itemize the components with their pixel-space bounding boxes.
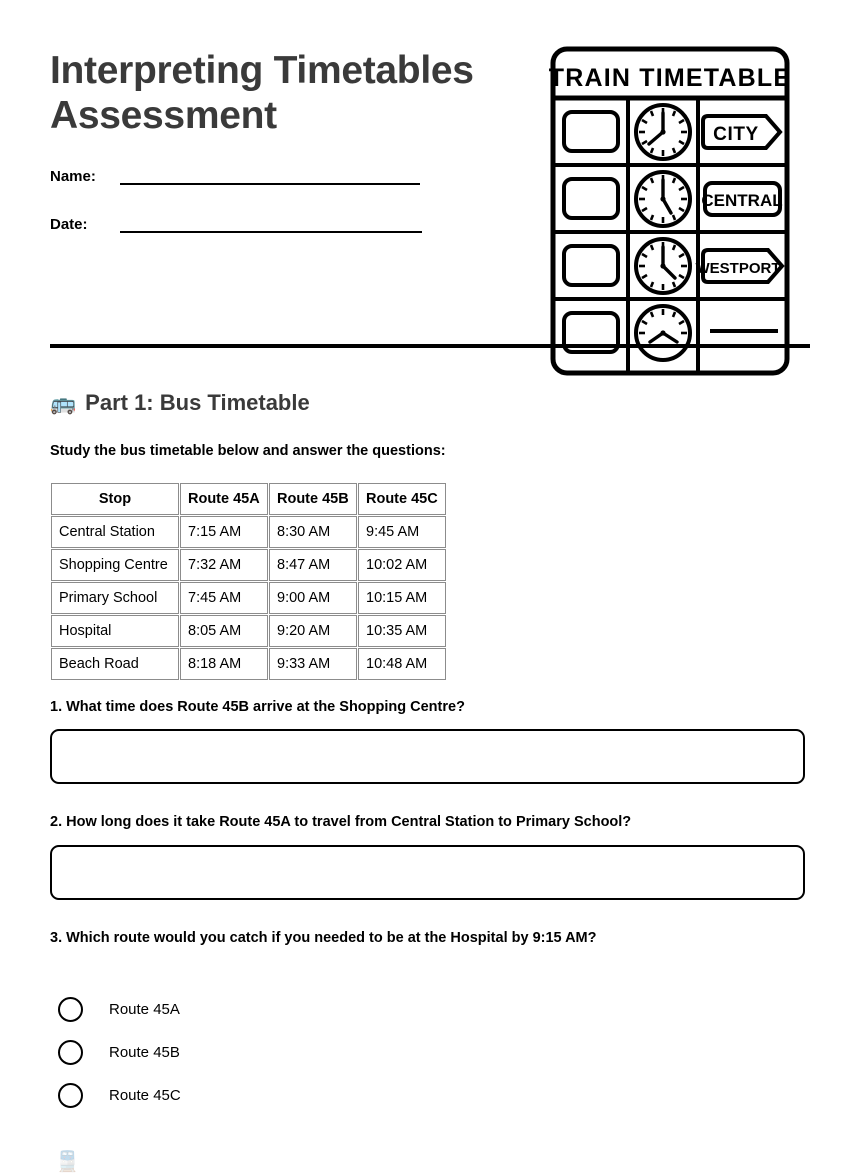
bus-emoji: 🚌 [50,391,77,415]
column-header-route-45b: Route 45B [269,483,357,515]
choice-label: Route 45C [109,1086,181,1104]
date-input-line[interactable] [120,231,422,233]
cell-stop: Beach Road [51,648,179,680]
destination-sign-westport [696,250,783,282]
svg-text:CENTRAL: CENTRAL [701,191,783,210]
cell-stop: Hospital [51,615,179,647]
destination-sign-city [703,116,780,148]
question-2-answer-box[interactable] [50,845,805,900]
clock-icon-row2 [636,172,690,226]
train-timetable-illustration [550,46,790,331]
destination-sign-central [701,183,782,215]
cell-stop: Shopping Centre [51,549,179,581]
cell-route-45c: 10:15 AM [358,582,446,614]
section-divider [50,344,810,348]
train-timetable-graphic [550,46,790,376]
table-row [51,648,446,680]
cell-stop: Primary School [51,582,179,614]
cell-route-45a: 7:45 AM [180,582,268,614]
cell-route-45a: 7:32 AM [180,549,268,581]
name-input-line[interactable] [120,183,420,185]
clock-icon-row3 [636,239,690,293]
cell-stop: Central Station [51,516,179,548]
cell-route-45a: 7:15 AM [180,516,268,548]
table-row [51,549,446,581]
date-field-label: Date: [50,216,88,233]
cell-route-45b: 9:00 AM [269,582,357,614]
cell-route-45b: 9:20 AM [269,615,357,647]
choice-label: Route 45B [109,1043,180,1061]
date-field-row [50,208,520,234]
table-row [51,615,446,647]
column-header-stop: Stop [51,483,179,515]
illustration-header-text: TRAIN TIMETABLE [548,64,792,92]
choice-option-route-45c[interactable] [58,1074,458,1117]
question-3-text: 3. Which route would you catch if you needed to be at the Hospital by 9:15 AM? [50,930,597,946]
name-field-label: Name: [50,168,96,185]
radio-button-icon[interactable] [58,997,83,1022]
cell-route-45b: 8:30 AM [269,516,357,548]
question-3-choice-list [58,988,458,1117]
cell-route-45c: 9:45 AM [358,516,446,548]
name-field-row [50,160,520,186]
cell-route-45a: 8:05 AM [180,615,268,647]
choice-label: Route 45A [109,1000,180,1018]
choice-option-route-45b[interactable] [58,1031,458,1074]
choice-option-route-45a[interactable] [58,988,458,1031]
column-header-route-45a: Route 45A [180,483,268,515]
question-1-answer-box[interactable] [50,729,805,784]
table-row [51,516,446,548]
table-row [51,582,446,614]
page-title: Interpreting Timetables Assessment [50,49,474,137]
cell-route-45b: 8:47 AM [269,549,357,581]
cell-route-45c: 10:02 AM [358,549,446,581]
clock-icon-row1 [636,105,690,159]
cell-route-45a: 8:18 AM [180,648,268,680]
column-header-route-45c: Route 45C [358,483,446,515]
cell-route-45c: 10:35 AM [358,615,446,647]
question-1-text: 1. What time does Route 45B arrive at the Shopping Centre? [50,699,465,715]
section-heading-part-1 [50,388,310,418]
section-instruction: Study the bus timetable below and answer the questions: [50,443,446,459]
clock-icon-row4 [636,306,690,360]
section-heading-label: Part 1: Bus Timetable [85,390,310,415]
cell-route-45c: 10:48 AM [358,648,446,680]
radio-button-icon[interactable] [58,1040,83,1065]
radio-button-icon[interactable] [58,1083,83,1108]
cell-route-45b: 9:33 AM [269,648,357,680]
question-2-text: 2. How long does it take Route 45A to travel from Central Station to Primary School? [50,814,632,830]
table-header-row [51,483,446,515]
document-header [50,48,520,234]
bus-timetable-table [50,482,447,681]
svg-text:CITY: CITY [713,124,759,145]
next-section-clipped-emoji [55,1151,80,1173]
train-emoji: 🚆 [55,1151,80,1173]
svg-text:WESTPORT: WESTPORT [695,260,781,277]
